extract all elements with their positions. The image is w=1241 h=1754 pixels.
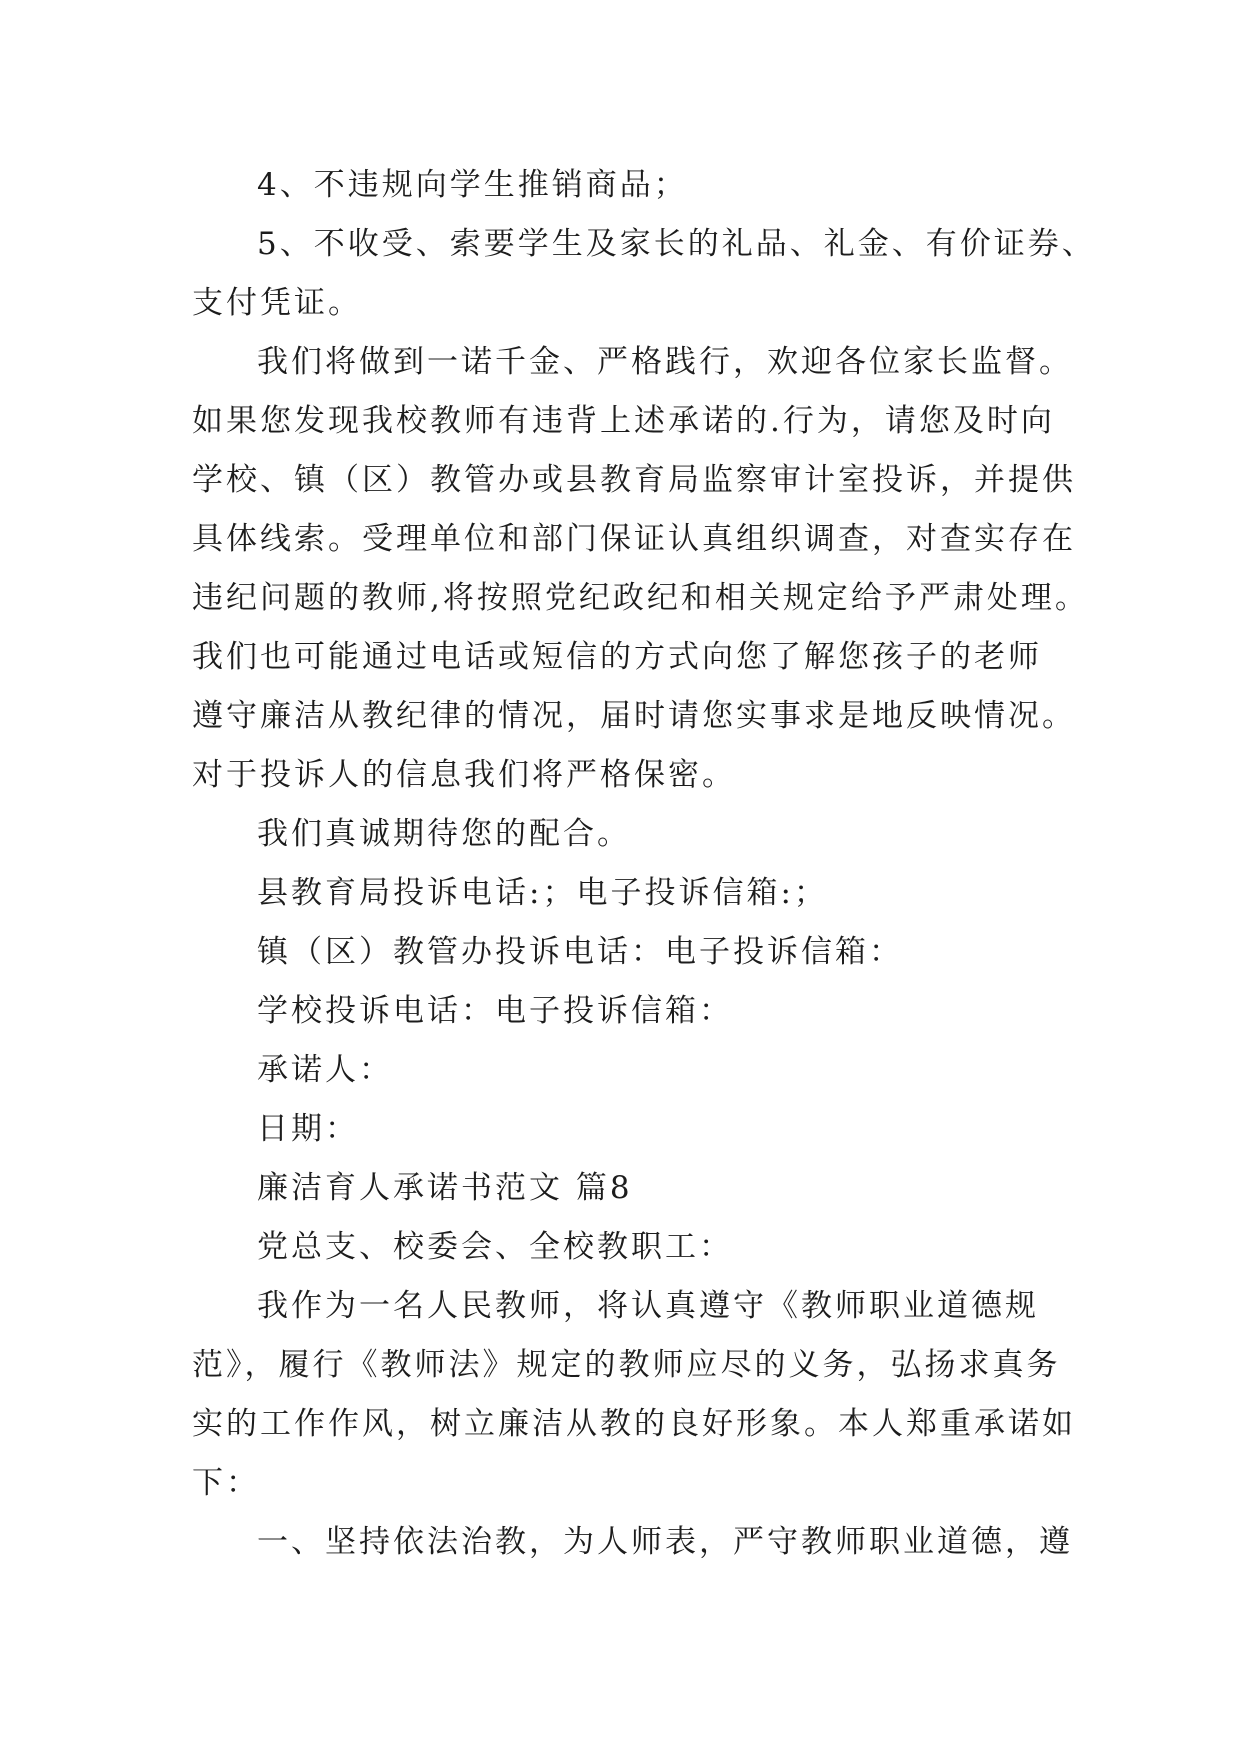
text-line: 5、不收受、索要学生及家长的礼品、礼金、有价证券、 (257, 226, 1096, 262)
text-line: 党总支、校委会、全校教职工： (257, 1229, 733, 1265)
text-line: 支付凭证。 (192, 285, 362, 321)
text-line: 我们将做到一诺千金、严格践行，欢迎各位家长监督。 (257, 344, 1073, 380)
text-line: 一、坚持依法治教，为人师表，严守教师职业道德，遵 (257, 1524, 1073, 1560)
text-line: 对于投诉人的信息我们将严格保密。 (192, 757, 736, 793)
text-line: 具体线索。受理单位和部门保证认真组织调查，对查实存在 (192, 521, 1076, 557)
text-line: 遵守廉洁从教纪律的情况，届时请您实事求是地反映情况。 (192, 698, 1076, 734)
text-line: 承诺人： (257, 1052, 393, 1088)
text-line: 县教育局投诉电话:；电子投诉信箱:； (257, 875, 828, 911)
text-line: 下： (192, 1465, 260, 1501)
text-line: 如果您发现我校教师有违背上述承诺的.行为，请您及时向 (192, 403, 1055, 439)
text-line: 日期： (257, 1111, 359, 1147)
text-line: 镇（区）教管办投诉电话：电子投诉信箱： (257, 934, 903, 970)
text-line: 我们也可能通过电话或短信的方式向您了解您孩子的老师 (192, 639, 1042, 675)
text-line: 我们真诚期待您的配合。 (257, 816, 631, 852)
text-line: 范》，履行《教师法》规定的教师应尽的义务，弘扬求真务 (192, 1347, 1061, 1383)
text-line: 4、不违规向学生推销商品； (257, 167, 688, 203)
text-line: 学校、镇（区）教管办或县教育局监察审计室投诉，并提供 (192, 462, 1076, 498)
text-line: 我作为一名人民教师，将认真遵守《教师职业道德规 (257, 1288, 1039, 1324)
text-line: 实的工作作风，树立廉洁从教的良好形象。本人郑重承诺如 (192, 1406, 1076, 1442)
text-line: 学校投诉电话：电子投诉信箱： (257, 993, 733, 1029)
text-line: 违纪问题的教师,将按照党纪政纪和相关规定给予严肃处理。 (192, 580, 1089, 616)
section-heading: 廉洁育人承诺书范文 篇8 (257, 1170, 633, 1206)
